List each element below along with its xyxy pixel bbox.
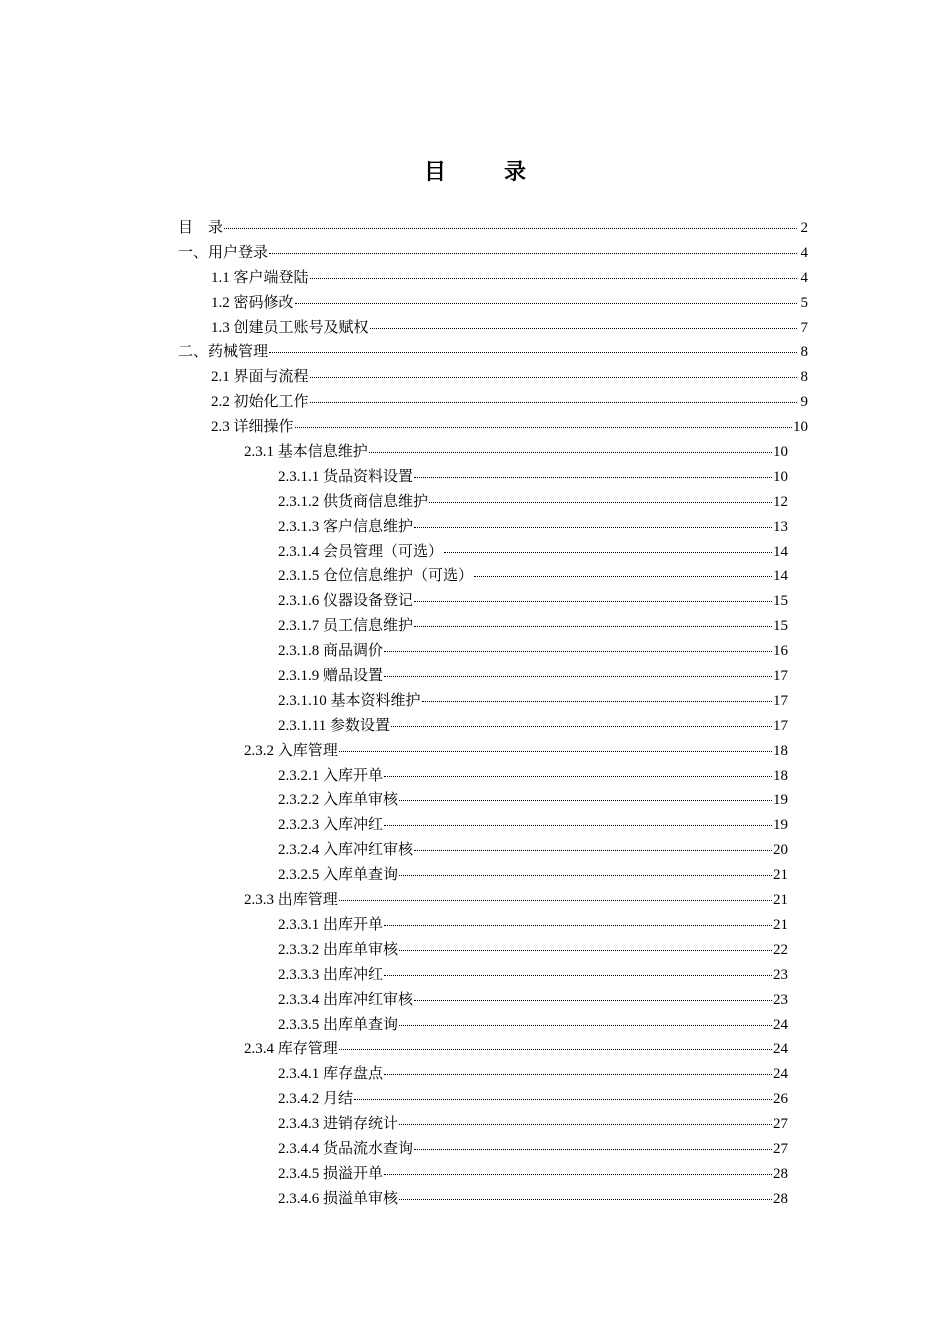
dot-leader xyxy=(429,487,772,503)
toc-entry-page-number: 18 xyxy=(773,742,788,759)
toc-entry-page-number: 22 xyxy=(773,941,788,958)
toc-entry-label: 2.3.1.3 客户信息维护 xyxy=(278,518,414,535)
dot-leader xyxy=(399,785,772,801)
dot-leader xyxy=(414,1134,772,1150)
dot-leader xyxy=(369,437,772,453)
toc-entry-label: 1.2 密码修改 xyxy=(211,294,294,311)
toc-entry-page-number: 17 xyxy=(773,717,788,734)
dot-leader xyxy=(310,387,797,403)
toc-entry-label: 2.3.2.3 入库冲红 xyxy=(278,817,384,834)
toc-entry-label: 2.3.1.5 仓位信息维护（可选） xyxy=(278,568,474,585)
dot-leader xyxy=(414,611,772,627)
toc-entry-page-number: 19 xyxy=(773,792,788,809)
toc-entry-page-number: 12 xyxy=(773,493,788,510)
toc-entry-label: 2.3.1.6 仪器设备登记 xyxy=(278,593,414,610)
toc-entry-page-number: 21 xyxy=(773,916,788,933)
toc-entry-label: 2.3 详细操作 xyxy=(211,419,294,436)
toc-entry-label: 2.3.1.9 赠品设置 xyxy=(278,668,384,685)
toc-entry-label: 2.3.3.4 出库冲红审核 xyxy=(278,991,414,1008)
toc-entry-label: 2.3.1 基本信息维护 xyxy=(244,444,368,461)
toc-entry-label: 2.3.2.2 入库单审核 xyxy=(278,792,399,809)
toc-entry-page-number: 20 xyxy=(773,842,788,859)
dot-leader xyxy=(384,636,772,652)
toc-entry-page-number: 28 xyxy=(773,1165,788,1182)
toc-entry-label: 2.3.2.1 入库开单 xyxy=(278,767,384,784)
toc-entry-label: 一、用户登录 xyxy=(178,244,269,261)
toc-entry-page-number: 27 xyxy=(773,1116,788,1133)
toc-entry-page-number: 5 xyxy=(800,294,808,311)
toc-entry-page-number: 16 xyxy=(773,643,788,660)
toc-entry-page-number: 26 xyxy=(773,1091,788,1108)
toc-entry-label: 2.3.1.7 员工信息维护 xyxy=(278,618,414,635)
toc-entry-label: 2.3.2 入库管理 xyxy=(244,742,338,759)
toc-entry-label: 1.1 客户端登陆 xyxy=(211,269,309,286)
toc-entry-label: 2.3.4.1 库存盘点 xyxy=(278,1066,384,1083)
toc-entry-label: 二、药械管理 xyxy=(178,344,269,361)
dot-leader xyxy=(399,860,772,876)
dot-leader xyxy=(414,512,772,528)
toc-entry-label: 2.3.4.4 货品流水查询 xyxy=(278,1140,414,1157)
toc-entry-label: 2.3.4.5 损溢开单 xyxy=(278,1165,384,1182)
dot-leader xyxy=(384,1059,772,1075)
toc-entry-page-number: 8 xyxy=(800,369,808,386)
dot-leader xyxy=(384,661,772,677)
dot-leader xyxy=(310,362,797,378)
toc-entry-label: 2.3.3.1 出库开单 xyxy=(278,916,384,933)
toc-entry-page-number: 4 xyxy=(800,269,808,286)
dot-leader xyxy=(310,263,797,279)
toc-entry-page-number: 15 xyxy=(773,593,788,610)
dot-leader xyxy=(269,337,797,353)
dot-leader xyxy=(444,537,772,553)
toc-entry-label: 2.3.4 库存管理 xyxy=(244,1041,338,1058)
dot-leader xyxy=(384,1159,772,1175)
toc-entry-page-number: 10 xyxy=(793,419,808,436)
dot-leader xyxy=(269,238,797,254)
toc-entry-page-number: 10 xyxy=(773,468,788,485)
toc-entry-page-number: 13 xyxy=(773,518,788,535)
dot-leader xyxy=(474,561,772,577)
toc-entry-label: 2.3.3.3 出库冲红 xyxy=(278,966,384,983)
toc-entry-page-number: 21 xyxy=(773,892,788,909)
toc-entry-label: 2.3.4.6 损溢单审核 xyxy=(278,1190,399,1207)
dot-leader xyxy=(339,1034,772,1050)
dot-leader xyxy=(339,885,772,901)
dot-leader xyxy=(295,412,792,428)
toc-entry-page-number: 7 xyxy=(800,319,808,336)
toc-entry-label: 2.2 初始化工作 xyxy=(211,394,309,411)
toc-entry-page-number: 28 xyxy=(773,1190,788,1207)
toc-entry-label: 1.3 创建员工账号及赋权 xyxy=(211,319,369,336)
dot-leader xyxy=(422,686,772,702)
toc-entry-page-number: 17 xyxy=(773,692,788,709)
toc-entry-label: 2.3.2.4 入库冲红审核 xyxy=(278,842,414,859)
table-of-contents xyxy=(178,216,808,1212)
toc-entry-page-number: 14 xyxy=(773,568,788,585)
dot-leader xyxy=(414,835,772,851)
toc-entry-label: 2.3.1.8 商品调价 xyxy=(278,643,384,660)
toc-entry[interactable] xyxy=(178,1187,788,1212)
dot-leader xyxy=(339,736,772,752)
toc-entry-page-number: 24 xyxy=(773,1016,788,1033)
toc-entry-label: 2.3.1.10 基本资料维护 xyxy=(278,692,421,709)
toc-entry-page-number: 18 xyxy=(773,767,788,784)
toc-entry-page-number: 15 xyxy=(773,618,788,635)
toc-entry-label: 2.3.1.4 会员管理（可选） xyxy=(278,543,444,560)
dot-leader xyxy=(295,288,797,304)
toc-entry-label: 2.3.2.5 入库单查询 xyxy=(278,867,399,884)
page-title: 目 录 xyxy=(423,160,544,185)
toc-entry-page-number: 10 xyxy=(773,444,788,461)
toc-entry-label: 2.3.3 出库管理 xyxy=(244,892,338,909)
dot-leader xyxy=(399,1010,772,1026)
dot-leader xyxy=(384,960,772,976)
dot-leader xyxy=(414,586,772,602)
toc-entry-page-number: 9 xyxy=(800,394,808,411)
toc-entry-page-number: 24 xyxy=(773,1041,788,1058)
dot-leader xyxy=(354,1084,772,1100)
toc-entry-page-number: 19 xyxy=(773,817,788,834)
toc-entry-label: 2.1 界面与流程 xyxy=(211,369,309,386)
toc-entry-page-number: 17 xyxy=(773,668,788,685)
toc-entry-page-number: 2 xyxy=(800,220,808,236)
toc-entry-page-number: 24 xyxy=(773,1066,788,1083)
toc-entry-label: 目 录 xyxy=(178,220,224,236)
dot-leader xyxy=(370,313,797,329)
toc-entry-page-number: 8 xyxy=(800,344,808,361)
dot-leader xyxy=(384,810,772,826)
dot-leader xyxy=(399,1184,772,1200)
toc-entry-label: 2.3.4.3 进销存统计 xyxy=(278,1116,399,1133)
dot-leader xyxy=(391,711,772,727)
toc-entry-label: 2.3.3.2 出库单审核 xyxy=(278,941,399,958)
dot-leader xyxy=(414,462,772,478)
dot-leader xyxy=(384,910,772,926)
dot-leader xyxy=(384,761,772,777)
toc-entry-label: 2.3.3.5 出库单查询 xyxy=(278,1016,399,1033)
dot-leader xyxy=(224,213,797,229)
dot-leader xyxy=(399,935,772,951)
toc-entry-page-number: 23 xyxy=(773,966,788,983)
toc-entry-label: 2.3.1.1 货品资料设置 xyxy=(278,468,414,485)
toc-entry-page-number: 4 xyxy=(800,244,808,261)
dot-leader xyxy=(414,985,772,1001)
toc-entry-label: 2.3.4.2 月结 xyxy=(278,1091,354,1108)
toc-entry-page-number: 27 xyxy=(773,1140,788,1157)
toc-entry-page-number: 23 xyxy=(773,991,788,1008)
dot-leader xyxy=(399,1109,772,1125)
toc-entry-page-number: 21 xyxy=(773,867,788,884)
toc-entry-page-number: 14 xyxy=(773,543,788,560)
toc-entry-label: 2.3.1.11 参数设置 xyxy=(278,717,390,734)
toc-entry-label: 2.3.1.2 供货商信息维护 xyxy=(278,493,429,510)
